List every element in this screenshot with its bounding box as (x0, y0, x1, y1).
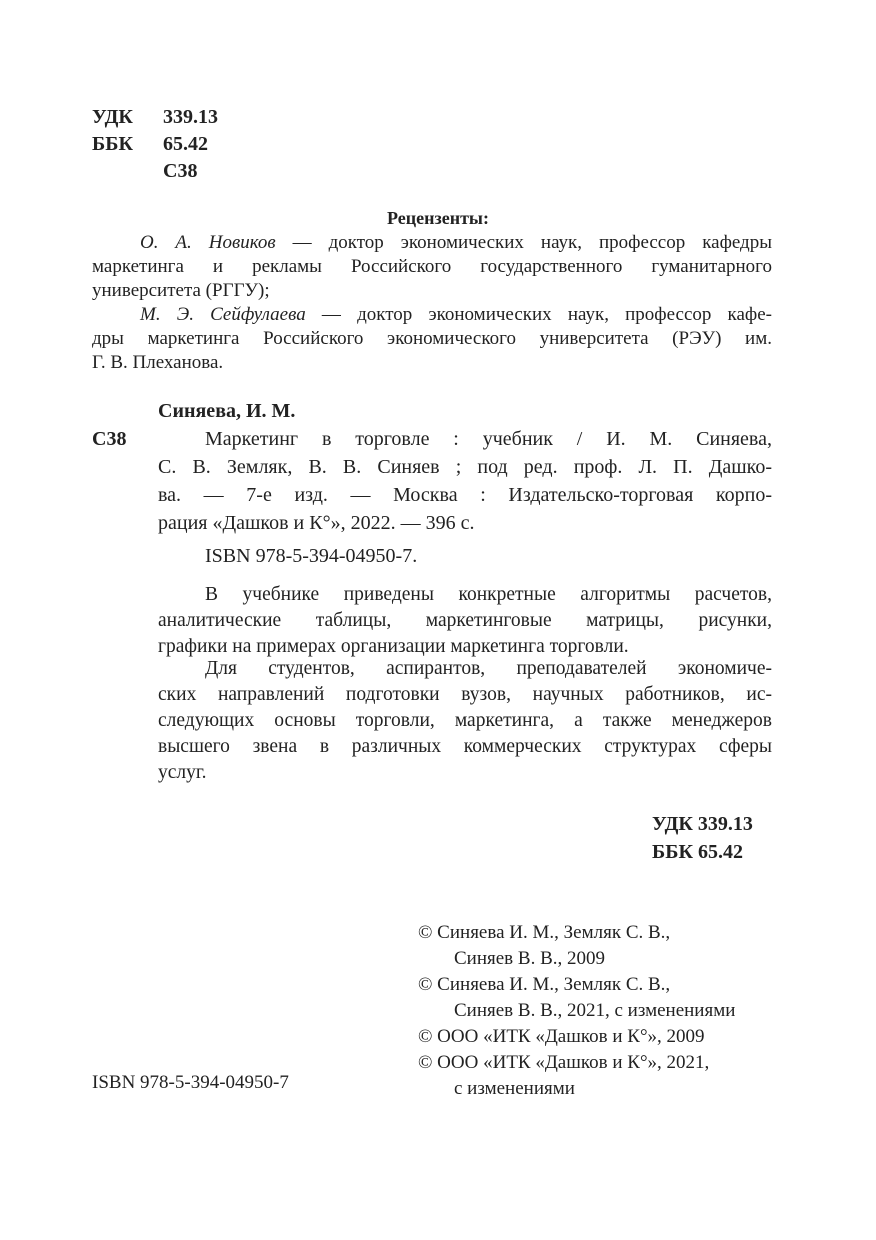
annotation-line: следующих основы торговли, маркетинга, а также менеджеров (158, 710, 772, 731)
copyright-block (418, 920, 735, 1102)
annotation-line: услуг. (158, 762, 207, 783)
annotation-line: ских направлений подготовки вузов, научных работников, ис- (158, 684, 772, 705)
reviewer-1 (92, 231, 772, 303)
reviewer-1-line: маркетинга и рекламы Российского государственного гуманитарного (92, 256, 772, 277)
bbk-value: 65.42 (163, 133, 208, 155)
udk-row (92, 104, 218, 131)
annotation-paragraph-1 (158, 582, 772, 660)
reviewer-2-line: М. Э. Сейфулаева — доктор экономических наук, профессор кафе- (140, 304, 773, 325)
annotation-line: графики на примерах организации маркетинга торговли. (158, 636, 629, 657)
card-description-line: С. В. Земляк, В. В. Синяев ; под ред. проф. Л. П. Дашко- (158, 456, 772, 478)
reviewer-2-name: М. Э. Сейфулаева (140, 304, 306, 325)
udk-label: УДК (92, 106, 133, 128)
annotation-paragraph-2 (158, 656, 772, 786)
isbn-bottom: ISBN 978-5-394-04950-7 (92, 1072, 289, 1093)
author-sign-row (92, 158, 218, 185)
copyright-line: Синяев В. В., 2021, с изменениями (454, 1000, 736, 1021)
annotation-line: В учебнике приведены конкретные алгоритмы расчетов, (205, 584, 772, 605)
card-description-line: рация «Дашков и К°», 2022. — 396 с. (158, 512, 475, 534)
copyright-line: © Синяева И. М., Земляк С. В., (418, 974, 671, 995)
classification-bottom (652, 810, 753, 866)
classification-block (92, 104, 218, 185)
copyright-line: © ООО «ИТК «Дашков и К°», 2021, (418, 1052, 710, 1073)
reviewer-2 (92, 303, 772, 375)
reviewer-2-line: дры маркетинга Российского экономического университета (РЭУ) им. (92, 328, 772, 349)
card-isbn: ISBN 978-5-394-04950-7. (205, 545, 418, 567)
card-description-line: Маркетинг в торговле : учебник / И. М. Синяева, (205, 428, 772, 450)
card-author: Синяева, И. М. (158, 400, 296, 422)
annotation-line: аналитические таблицы, маркетинговые матрицы, рисунки, (158, 610, 772, 631)
reviewers-title: Рецензенты: (387, 208, 489, 228)
reviewer-1-name: О. А. Новиков (140, 232, 276, 253)
bbk-bottom: ББК 65.42 (652, 841, 743, 863)
reviewer-1-line: университета (РГГУ); (92, 280, 270, 301)
copyright-line: Синяев В. В., 2009 (454, 948, 605, 969)
copyright-line: © Синяева И. М., Земляк С. В., (418, 922, 671, 943)
card-description (158, 425, 772, 537)
bbk-label: ББК (92, 133, 133, 155)
udk-value: 339.13 (163, 106, 218, 128)
card-cipher: С38 (92, 428, 127, 450)
card-description-line: ва. — 7-е изд. — Москва : Издательско-торговая корпо- (158, 484, 772, 506)
udk-bottom: УДК 339.13 (652, 813, 753, 835)
bbk-row (92, 131, 218, 158)
copyright-line: с изменениями (454, 1078, 575, 1099)
annotation-line: высшего звена в различных коммерческих структурах сферы (158, 736, 772, 757)
author-sign: С38 (163, 160, 198, 182)
copyright-line: © ООО «ИТК «Дашков и К°», 2009 (418, 1026, 705, 1047)
reviewer-1-line: О. А. Новиков — доктор экономических наук, профессор кафедры (140, 232, 772, 253)
annotation-line: Для студентов, аспирантов, преподавателей экономиче- (205, 658, 772, 679)
reviewer-2-line: Г. В. Плеханова. (92, 352, 224, 373)
